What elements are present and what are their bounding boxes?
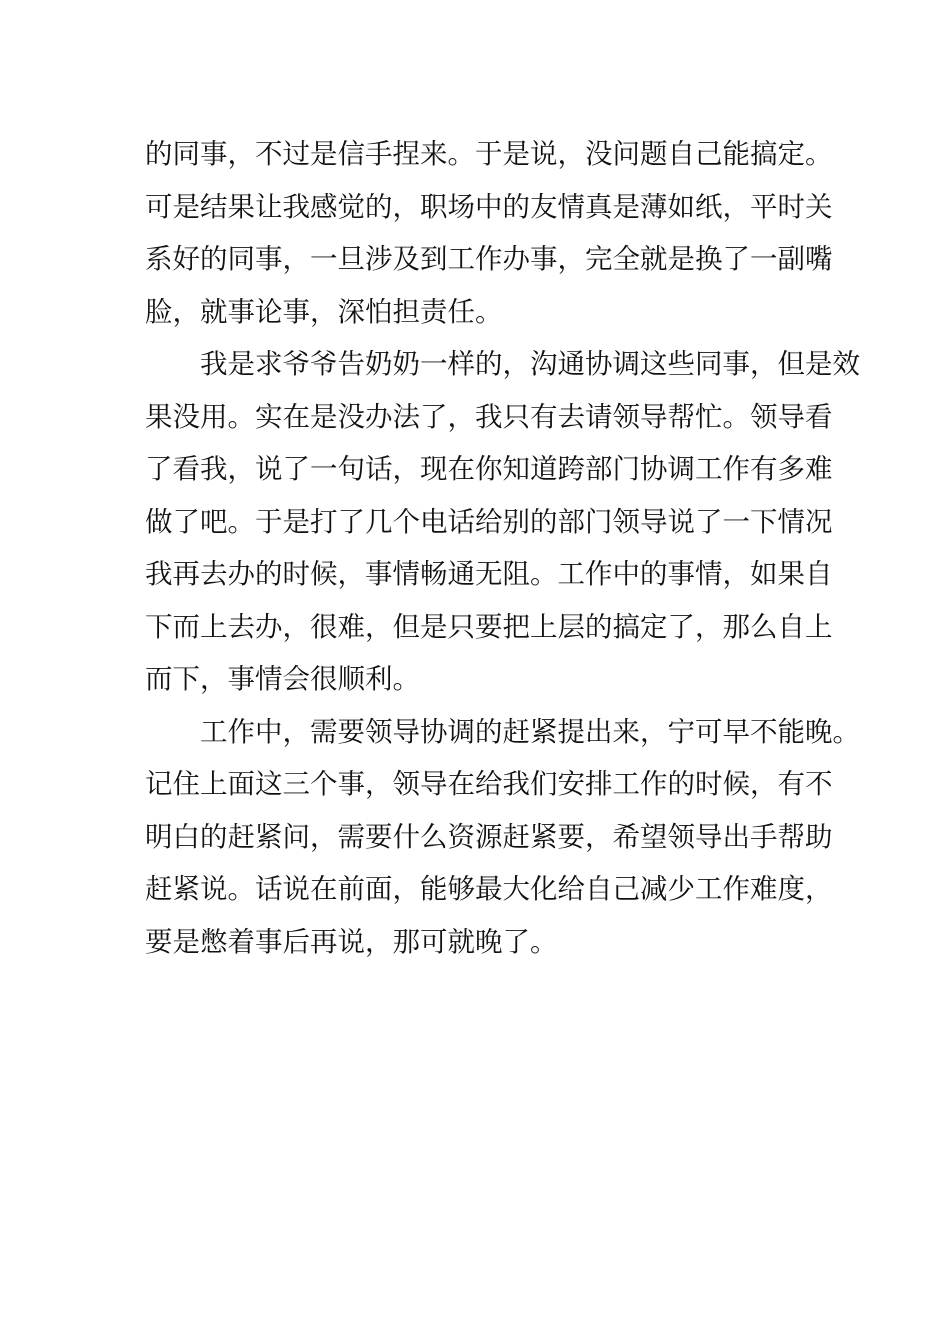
body-text (145, 128, 860, 968)
text-line: 赶紧说。话说在前面，能够最大化给自己减少工作难度， (145, 873, 833, 905)
text-line: 要是憋着事后再说，那可就晚了。 (145, 925, 558, 958)
text-line: 我再去办的时候，事情畅通无阻。工作中的事情，如果自 (145, 558, 833, 590)
text-line: 明白的赶紧问，需要什么资源赶紧要，希望领导出手帮助 (145, 820, 833, 853)
text-line: 系好的同事，一旦涉及到工作办事，完全就是换了一副嘴 (145, 243, 833, 275)
text-line: 果没用。实在是没办法了，我只有去请领导帮忙。领导看 (145, 400, 833, 433)
text-line: 可是结果让我感觉的，职场中的友情真是薄如纸，平时关 (145, 190, 833, 223)
text-line: 做了吧。于是打了几个电话给别的部门领导说了一下情况 (145, 505, 833, 538)
text-line: 的同事，不过是信手捏来。于是说，没问题自己能搞定。 (145, 138, 833, 170)
text-line: 脸，就事论事，深怕担责任。 (145, 295, 503, 328)
text-line: 而下，事情会很顺利。 (145, 663, 420, 695)
text-line: 了看我，说了一句话，现在你知道跨部门协调工作有多难 (145, 453, 833, 485)
text-line: 记住上面这三个事，领导在给我们安排工作的时候，有不 (145, 768, 833, 800)
text-line: 工作中，需要领导协调的赶紧提出来，宁可早不能晚。 (145, 715, 860, 748)
text-line: 下而上去办，很难，但是只要把上层的搞定了，那么自上 (145, 610, 833, 643)
text-line: 我是求爷爷告奶奶一样的，沟通协调这些同事，但是效 (145, 348, 860, 380)
